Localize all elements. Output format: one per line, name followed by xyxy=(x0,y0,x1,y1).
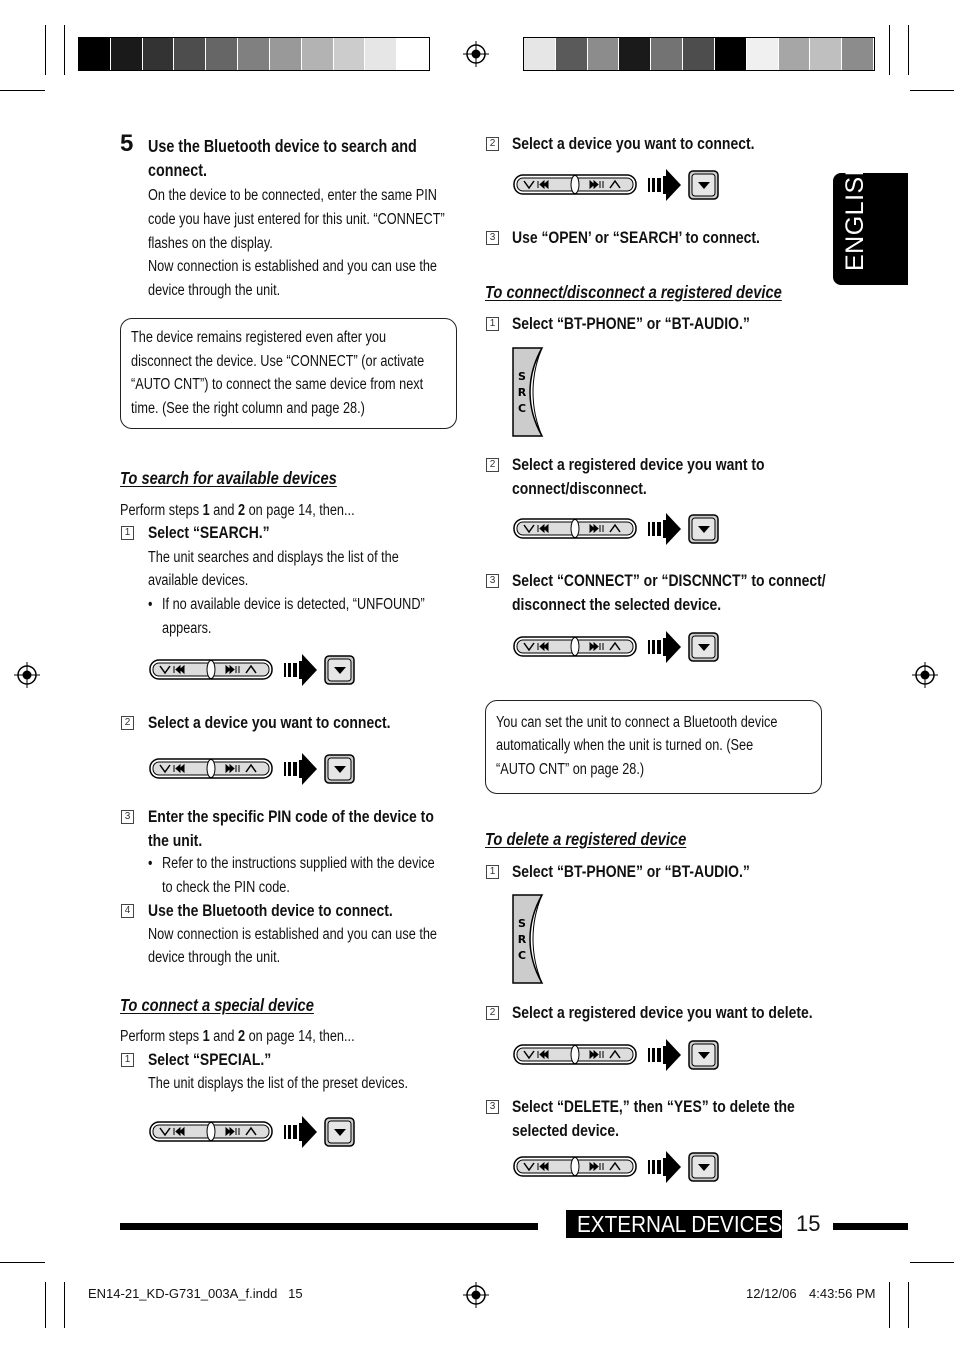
step-title: the unit. xyxy=(148,831,203,850)
color-swatch xyxy=(842,38,874,70)
section-heading: To delete a registered device xyxy=(485,829,687,849)
step-title: Select a device you want to connect. xyxy=(512,134,755,153)
note-text: disconnect the device. Use “CONNECT” (or activate xyxy=(131,353,425,370)
arrow-right-icon xyxy=(648,1039,681,1071)
step-title: Select a device you want to connect. xyxy=(148,713,391,732)
note-text: time. (See the right column and page 28.) xyxy=(131,400,365,417)
down-button-icon xyxy=(325,656,354,684)
step-number: 5 xyxy=(120,130,134,157)
language-tab-label: ENGLISH xyxy=(841,157,869,271)
note-text: “AUTO CNT”) to connect the same device from next xyxy=(131,376,424,393)
step-number-box: 2 xyxy=(486,137,499,151)
body-text: available devices. xyxy=(148,572,249,589)
body-text: The unit searches and displays the list of the xyxy=(148,549,399,566)
intro-text: Perform steps 1 and 2 on page 14, then... xyxy=(120,1028,355,1045)
control-sequence xyxy=(512,512,722,546)
body-text: The unit displays the list of the preset devices. xyxy=(148,1075,408,1092)
color-swatch xyxy=(143,38,175,70)
arrow-right-icon xyxy=(284,654,317,686)
down-button-icon xyxy=(689,1153,718,1181)
slug-time: 4:43:56 PM xyxy=(809,1286,876,1301)
step-number-box: 2 xyxy=(486,458,499,472)
step-title: Select a registered device you want to xyxy=(512,455,765,474)
down-button-icon xyxy=(689,171,718,199)
rocker-button-icon xyxy=(514,175,636,194)
step-title: Select a registered device you want to delete. xyxy=(512,1003,813,1022)
color-swatch xyxy=(334,38,366,70)
color-swatch xyxy=(397,38,429,70)
src-letter: C xyxy=(517,402,527,415)
bullet-marker: • xyxy=(148,596,153,613)
step-title: Select “DELETE,” then “YES” to delete the xyxy=(512,1097,795,1116)
color-swatch xyxy=(365,38,397,70)
intro-text: Perform steps 1 and 2 on page 14, then... xyxy=(120,502,355,519)
color-swatch xyxy=(556,38,588,70)
color-swatch xyxy=(779,38,811,70)
step-title: Select “SEARCH.” xyxy=(148,523,270,542)
color-swatch xyxy=(747,38,779,70)
color-swatch xyxy=(111,38,143,70)
color-swatch xyxy=(302,38,334,70)
down-button-icon xyxy=(325,755,354,783)
color-swatch xyxy=(683,38,715,70)
control-sequence xyxy=(148,653,358,687)
registration-mark-icon xyxy=(14,662,40,688)
section-heading: To search for available devices xyxy=(120,468,337,488)
body-text: device through the unit. xyxy=(148,949,281,966)
step-title: disconnect the selected device. xyxy=(512,595,722,614)
footer-rule xyxy=(833,1223,908,1230)
crop-mark xyxy=(910,1262,954,1263)
color-swatch xyxy=(810,38,842,70)
slug-date: 12/12/06 xyxy=(746,1286,797,1301)
step-title: Select “BT-PHONE” or “BT-AUDIO.” xyxy=(512,314,750,333)
control-sequence xyxy=(512,168,722,202)
step-title: connect/disconnect. xyxy=(512,479,647,498)
crop-mark xyxy=(908,1282,909,1328)
crop-mark xyxy=(64,1282,65,1328)
step-number-box: 3 xyxy=(486,574,499,588)
step-title: Select “SPECIAL.” xyxy=(148,1050,272,1069)
crop-mark xyxy=(910,90,954,91)
crop-mark xyxy=(64,25,65,75)
note-text: “AUTO CNT” on page 28.) xyxy=(496,761,645,778)
slug-filename: EN14-21_KD-G731_003A_f.indd 15 xyxy=(88,1286,303,1301)
step-number-box: 2 xyxy=(486,1006,499,1020)
down-button-icon xyxy=(325,1118,354,1146)
bullet-text: appears. xyxy=(162,620,212,637)
control-sequence xyxy=(512,1150,722,1184)
step-title: Use the Bluetooth device to connect. xyxy=(148,901,393,920)
step-number-box: 2 xyxy=(121,716,134,730)
step-number-box: 1 xyxy=(121,526,134,540)
src-letter: S xyxy=(518,917,526,930)
bullet-text: to check the PIN code. xyxy=(162,879,290,896)
registration-mark-icon xyxy=(463,1282,489,1308)
body-text: Now connection is established and you can use the xyxy=(148,926,437,943)
registration-mark-icon xyxy=(463,41,489,67)
color-swatch xyxy=(588,38,620,70)
rocker-button-icon xyxy=(514,519,636,538)
control-sequence xyxy=(148,752,358,786)
color-swatch xyxy=(270,38,302,70)
control-sequence xyxy=(512,1038,722,1072)
section-label: EXTERNAL DEVICES xyxy=(577,1211,783,1237)
rocker-button-icon xyxy=(150,660,272,679)
control-sequence xyxy=(148,1115,358,1149)
color-swatch xyxy=(238,38,270,70)
src-letter: R xyxy=(517,386,527,399)
step-number-box: 3 xyxy=(486,231,499,245)
color-calibration-bar-right xyxy=(523,37,875,71)
body-text: On the device to be connected, enter the same PIN xyxy=(148,187,437,204)
crop-mark xyxy=(0,1262,45,1263)
arrow-right-icon xyxy=(648,169,681,201)
step-number-box: 1 xyxy=(486,317,499,331)
down-button-icon xyxy=(689,515,718,543)
footer-rule xyxy=(120,1223,538,1230)
crop-mark xyxy=(889,25,890,75)
src-letter: C xyxy=(517,949,527,962)
body-text: Now connection is established and you can use the xyxy=(148,258,437,275)
rocker-button-icon xyxy=(514,1045,636,1064)
rocker-button-icon xyxy=(514,637,636,656)
step-number-box: 1 xyxy=(121,1053,134,1067)
crop-mark xyxy=(889,1282,890,1328)
crop-mark xyxy=(45,1282,46,1328)
rocker-button-icon xyxy=(150,1122,272,1141)
arrow-right-icon xyxy=(284,753,317,785)
crop-mark xyxy=(0,90,45,91)
crop-mark xyxy=(45,25,46,75)
arrow-right-icon xyxy=(648,513,681,545)
note-text: automatically when the unit is turned on. (See xyxy=(496,737,754,754)
note-text: You can set the unit to connect a Bluetooth device xyxy=(496,714,778,731)
arrow-right-icon xyxy=(284,1116,317,1148)
step-title: Use the Bluetooth device to search and xyxy=(148,136,417,156)
body-text: code you have just entered for this unit. “CONNECT” xyxy=(148,211,445,228)
src-letter: S xyxy=(518,370,526,383)
color-swatch xyxy=(619,38,651,70)
note-text: The device remains registered even after you xyxy=(131,329,387,346)
bullet-text: If no available device is detected, “UNFOUND” xyxy=(162,596,425,613)
step-title: Select “BT-PHONE” or “BT-AUDIO.” xyxy=(512,862,750,881)
color-swatch xyxy=(79,38,111,70)
down-button-icon xyxy=(689,1041,718,1069)
crop-mark xyxy=(908,25,909,75)
page-number: 15 xyxy=(796,1211,821,1236)
step-number-box: 3 xyxy=(486,1100,499,1114)
color-swatch xyxy=(174,38,206,70)
bullet-text: Refer to the instructions supplied with the device xyxy=(162,855,435,872)
arrow-right-icon xyxy=(648,631,681,663)
step-title: selected device. xyxy=(512,1121,619,1140)
registration-mark-icon xyxy=(912,662,938,688)
section-heading: To connect a special device xyxy=(120,995,314,1015)
body-text: device through the unit. xyxy=(148,282,281,299)
language-tab xyxy=(833,157,908,285)
rocker-button-icon xyxy=(514,1157,636,1176)
color-swatch xyxy=(206,38,238,70)
color-swatch xyxy=(524,38,556,70)
step-title: Enter the specific PIN code of the device to xyxy=(148,807,434,826)
arrow-right-icon xyxy=(648,1151,681,1183)
section-heading: To connect/disconnect a registered device xyxy=(485,282,782,302)
step-number-box: 3 xyxy=(121,810,134,824)
bullet-marker: • xyxy=(148,855,153,872)
color-calibration-bar-left xyxy=(78,37,430,71)
src-button xyxy=(512,347,546,437)
step-number-box: 1 xyxy=(486,865,499,879)
down-button-icon xyxy=(689,633,718,661)
src-button xyxy=(512,894,546,984)
rocker-button-icon xyxy=(150,759,272,778)
step-number-box: 4 xyxy=(121,904,134,918)
control-sequence xyxy=(512,630,722,664)
color-swatch xyxy=(651,38,683,70)
step-title: connect. xyxy=(148,160,208,180)
src-letter: R xyxy=(517,933,527,946)
body-text: flashes on the display. xyxy=(148,235,273,252)
step-title: Use “OPEN’ or “SEARCH’ to connect. xyxy=(512,228,760,247)
step-title: Select “CONNECT” or “DISCNNCT” to connect/ xyxy=(512,571,826,590)
color-swatch xyxy=(715,38,747,70)
